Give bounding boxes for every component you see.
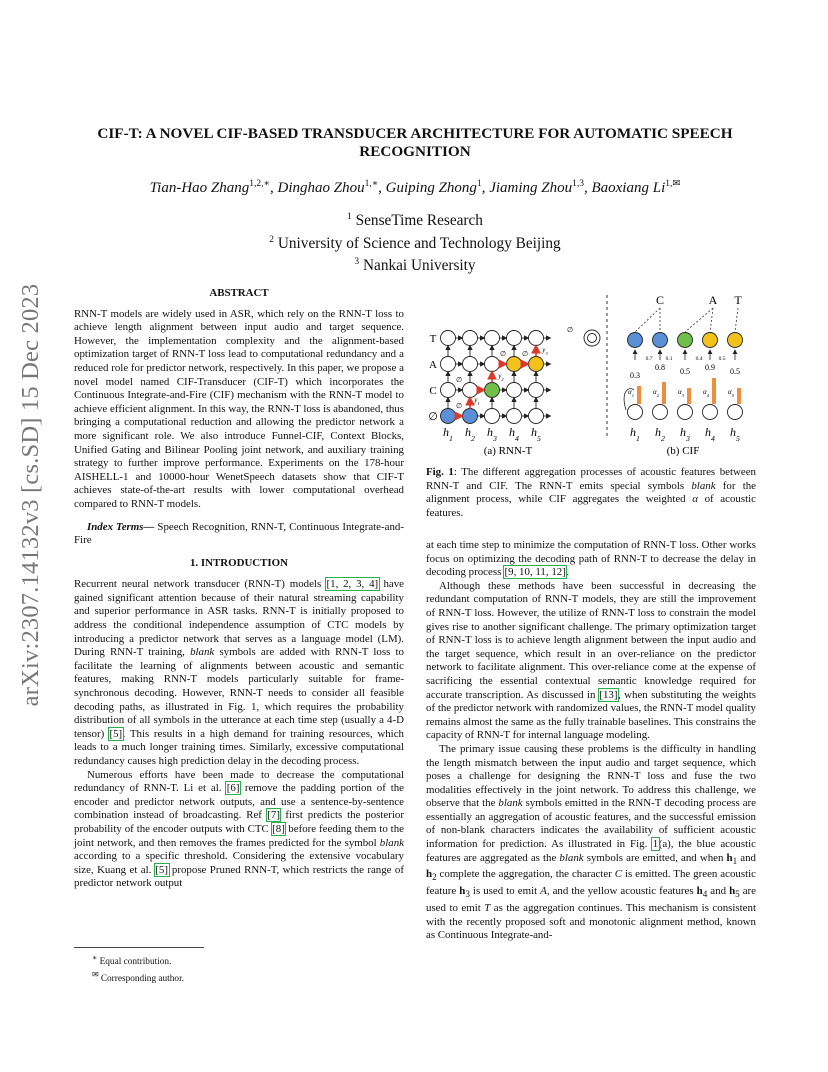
cif-encoder-node: [628, 405, 643, 420]
lattice-node: [463, 357, 478, 372]
encoder-frame-label: $h_5$: [730, 425, 740, 443]
encoder-frame-label: $h_5$: [531, 425, 541, 443]
author-list: Tian-Hao Zhang$^{1,2,∗}$, Dinghao Zhou$^{1,∗}$, Guiping Zhong$^1$, Jiaming Zhou$^{1,3}$, Baoxiang $Li^{1,✉}$: [149, 179, 681, 196]
output-label: $y_2$: [498, 372, 504, 382]
lattice-node: [485, 357, 500, 372]
cif-output-label: C: [655, 293, 665, 307]
final-state-node: [588, 334, 597, 343]
affiliation: $^1$ SenseTime Research: [347, 212, 483, 230]
abstract-text: RNN-T models are widely used in ASR, which rely on the RNN-T loss to achieve length alignment between input audio and target sequence. However, the implementation complexity and the alignment-based optimization target of RNN-T loss lead to computational redundancy and a reduced role for predictor network, respectively. In this paper, we propose a novel model named CIF-Transducer (CIF-T) which incorporates the Continuous Integrate-and-Fire (CIF) mechanism with the RNN-T model to achieve efficient alignment. In this way, the RNN-T loss is abandoned, thus bringing a computational reduction and allowing the predictor network a more significant role. We also introduce Funnel-CIF, Context Blocks, Unified Gating and Bilinear Pooling joint network, and auxiliary training strategy to further improve performance. Experiments on the 178-hour AISHELL-1 and 10000-hour WenetSpeech datasets show that CIF-T achieves state-of-the-art results with lower computational overhead compared to RNN-T models.: [74, 307, 404, 510]
author: Baoxiang $Li^{1,✉}$: [591, 179, 681, 196]
blank-symbol-label: ∅: [521, 350, 529, 358]
weight-label-small: 0.5: [718, 356, 726, 362]
rnnt-subcaption: (a) RNN-T: [483, 445, 533, 457]
cif-encoder-node: [728, 405, 743, 420]
alpha-bar: [737, 388, 741, 404]
cif-encoder-node: [678, 405, 693, 420]
weight-label-small: 0.4: [695, 356, 703, 362]
lattice-node: [463, 331, 478, 346]
cif-accum-node: [703, 333, 718, 348]
figure-1-svg: [420, 290, 762, 460]
lattice-node: [485, 331, 500, 346]
lattice-node: [485, 383, 500, 398]
lattice-node: [441, 383, 456, 398]
footnote: ✉ Corresponding author.: [92, 969, 184, 984]
cif-fire-line: [685, 308, 713, 332]
figure-link[interactable]: 1: [652, 838, 659, 851]
alpha-label: $\alpha_5$: [728, 388, 734, 398]
alpha-label: $\alpha_2$: [653, 388, 659, 398]
cif-subcaption: (b) CIF: [666, 445, 700, 457]
lattice-node: [529, 357, 544, 372]
cif-fire-line: [710, 308, 713, 332]
intro-paragraph-2: Numerous efforts have been made to decrease the computational redundancy of RNN-T. Li et al. [6] remove the padding portion of the encoder and predictor network outputs, and use a sentence-by-sentence combination instead of broadcasting. Ref [7] first predicts the posterior probability of the encoder outputs with CTC [8] before feeding them to the joint network, and then removes the frames predicted for the symbol blank according to a specific threshold. Considering the extensive vocabulary size, Kuang et al. [5] propose Pruned RNN-T, which restricts the range of predictor network output: [74, 768, 404, 890]
encoder-frame-label: $h_4$: [705, 425, 715, 443]
cif-accum-node: [628, 333, 643, 348]
cif-diagram: [624, 293, 742, 443]
alpha-bar: [687, 388, 691, 404]
encoder-frame-label: $h_3$: [487, 425, 497, 443]
citation-link[interactable]: [13]: [599, 688, 618, 701]
right-paragraph-3: The primary issue causing these problems is the difficulty in handling the length mismatch between the input audio and target sequence, which poses a challenge for designing the RNN-T loss and fuse the two modalities effectively in the joint network. To address this challenge, we observe that the blank symbols emitted in the RNN-T decoding process are essentially an aggregation of acoustic features, and the successful emission of non-blank characters indicates the availability of sufficient acoustic information for prediction. As illustrated in Fig. 1(a), the blue acoustic features are aggregated as the blank symbols are emitted, and when $h_1$ and $h_2$ complete the aggregation, the character C is emitted. The green acoustic feature $h_3$ is used to emit A, and the yellow acoustic features $h_4$ and $h_5$ are used to emit T as the aggregation continues. This mechanism is consistent with the recently proposed soft and monotonic alignment method, known as Continuous Integrate-and-: [426, 742, 757, 942]
alpha-label: $\alpha_1$: [628, 388, 634, 398]
citation-link[interactable]: [6]: [226, 782, 240, 795]
lattice-node: [485, 409, 500, 424]
citation-link[interactable]: [8]: [272, 822, 285, 835]
cif-encoder-node: [703, 405, 718, 420]
citation-link[interactable]: [5]: [109, 727, 123, 740]
author: Guiping Zhong$^1$: [385, 179, 482, 196]
lattice-node: [441, 409, 456, 424]
author: Dinghao Zhou$^{1,∗}$: [277, 179, 379, 196]
paper-title: CIF-T: A NOVEL CIF-BASED TRANSDUCER ARCHITECTURE FOR AUTOMATIC SPEECH RECOGNITION: [97, 125, 733, 160]
citation-link[interactable]: [5]: [155, 863, 168, 876]
rnnt-row-label: T: [429, 333, 437, 345]
index-terms: Index Terms— Speech Recognition, RNN-T, Continuous Integrate-and-Fire: [74, 520, 404, 547]
cif-accum-node: [728, 333, 743, 348]
figure-1: [420, 290, 762, 460]
blank-symbol-label: ∅: [499, 350, 507, 358]
cif-encoder-node: [653, 405, 668, 420]
alpha-bar: [662, 382, 666, 404]
lattice-node: [507, 357, 522, 372]
alpha-label: $\alpha_4$: [703, 388, 709, 398]
blank-symbol-label: ∅: [455, 402, 463, 410]
lattice-node: [529, 409, 544, 424]
weight-label: 0.3: [630, 371, 640, 380]
encoder-frame-label: $h_1$: [443, 425, 453, 443]
rnnt-lattice: [428, 326, 600, 443]
abstract-heading: ABSTRACT: [209, 287, 269, 299]
footnote: ∗ Equal contribution.: [92, 953, 172, 968]
lattice-node: [441, 357, 456, 372]
footnote-rule: [74, 947, 204, 948]
lattice-node: [529, 383, 544, 398]
weight-label-small: 0.1: [665, 356, 673, 362]
rnnt-row-label: C: [429, 385, 437, 397]
alpha-bar: [712, 378, 716, 404]
blank-symbol-label: ∅: [455, 376, 463, 384]
left-column: [74, 287, 404, 891]
author: Tian-Hao Zhang$^{1,2,∗}$: [149, 179, 270, 196]
citation-link[interactable]: [9, 10, 11, 12]: [504, 566, 566, 579]
cif-fire-line: [735, 308, 738, 332]
lattice-node: [507, 331, 522, 346]
right-column: [426, 539, 756, 943]
weight-label: 0.5: [730, 367, 740, 376]
alpha-label: $\alpha_3$: [678, 388, 684, 398]
section-heading-introduction: 1. INTRODUCTION: [189, 556, 289, 569]
weight-label: 0.5: [680, 367, 690, 376]
encoder-frame-label: $h_2$: [465, 425, 475, 443]
cif-accum-node: [653, 333, 668, 348]
output-label: $y_1$: [474, 396, 480, 406]
author: Jiaming Zhou$^{1,3}$: [489, 179, 584, 196]
cif-fire-line: [635, 308, 660, 332]
rnnt-row-label: A: [429, 359, 437, 371]
lattice-node: [507, 383, 522, 398]
encoder-frame-label: $h_3$: [680, 425, 690, 443]
footnotes: [74, 947, 404, 985]
lattice-node: [507, 409, 522, 424]
intro-paragraph-1: Recurrent neural network transducer (RNN-T) models [1, 2, 3, 4] have gained significant attention because of their natural streaming capability and superior performance in ASR tasks. RNN-T is initially proposed to address the conditional independence assumption of CTC models by introducing a predictor network that serves as a language model (LM). During RNN-T training, blank symbols are added with RNN-T loss to facilitate the learning of alignments between acoustic and semantic features, making RNN-T models particularly suitable for frame-synchronous decoding. However, RNN-T needs to consider all feasible decoding paths, as illustrated in Fig. 1, which requires the probability distribution of all symbols in the utterance at each time step (usually a 4-D tensor) [5]. This results in a high demand for training resources, which leads to a much longer training times. Similarly, excessive computational redundancy causes high prediction delay in the decoding process.: [74, 578, 405, 767]
encoder-frame-label: $h_2$: [655, 425, 665, 443]
affiliation: $^3$ Nankai University: [354, 257, 476, 275]
encoder-frame-label: $h_1$: [630, 425, 640, 443]
cif-output-label: T: [734, 293, 742, 307]
output-label: $y_3$: [542, 346, 548, 356]
rnnt-row-label: ∅: [428, 411, 438, 423]
weight-label-small: 0.7: [645, 356, 653, 362]
figure-caption: Fig. 1: The different aggregation processes of acoustic features between RNN-T and CIF. The RNN-T emits special symbols blank for the alignment process, while CIF aggregates the weighted α of acoustic features.: [426, 466, 757, 519]
lattice-node: [463, 409, 478, 424]
alpha-bar: [637, 386, 641, 404]
lattice-node: [441, 331, 456, 346]
lattice-node: [529, 331, 544, 346]
arxiv-stamp: arXiv:2307.14132v3 [cs.SD] 15 Dec 2023: [17, 283, 44, 707]
weight-label: 0.9: [705, 363, 715, 372]
right-paragraph-2: Although these methods have been successful in decreasing the redundant computation of RNN-T models, they are still the improvement of RNN-T loss. However, the utilize of RNN-T loss to constrain the model gives rise to another significant challenge. The primary optimization target of RNN-T loss is to achieve length alignment between the input audio and the target sequence, which result in an over-reliance on the predictor network to facilitate alignment. This over-reliance come at the expense of sacrificing the essential contextual semantic knowledge required for accurate transcription. As discussed in [13], when substituting the weights of the predictor network with randomized values, the RNN-T model quality remains almost the same as the fully trainable baselines. This constrains the capacity of RNN-T for internal language modeling.: [426, 579, 756, 742]
encoder-frame-label: $h_4$: [509, 425, 519, 443]
right-paragraph-1: at each time step to minimize the computation of RNN-T loss. Other works focus on optimizing the decoding path of RNN-T to decrease the delay in decoding process [9, 10, 11, 12].: [426, 539, 756, 579]
cif-accum-node: [678, 333, 693, 348]
cif-output-label: A: [708, 293, 718, 307]
affiliation: $^2$ University of Science and Technology Beijing: [269, 234, 561, 252]
weight-label: 0.8: [655, 363, 665, 372]
affiliations: [74, 208, 756, 276]
citation-link[interactable]: [1, 2, 3, 4]: [326, 578, 379, 591]
blank-symbol-label: ∅: [566, 326, 574, 334]
citation-link[interactable]: [7]: [267, 809, 280, 822]
